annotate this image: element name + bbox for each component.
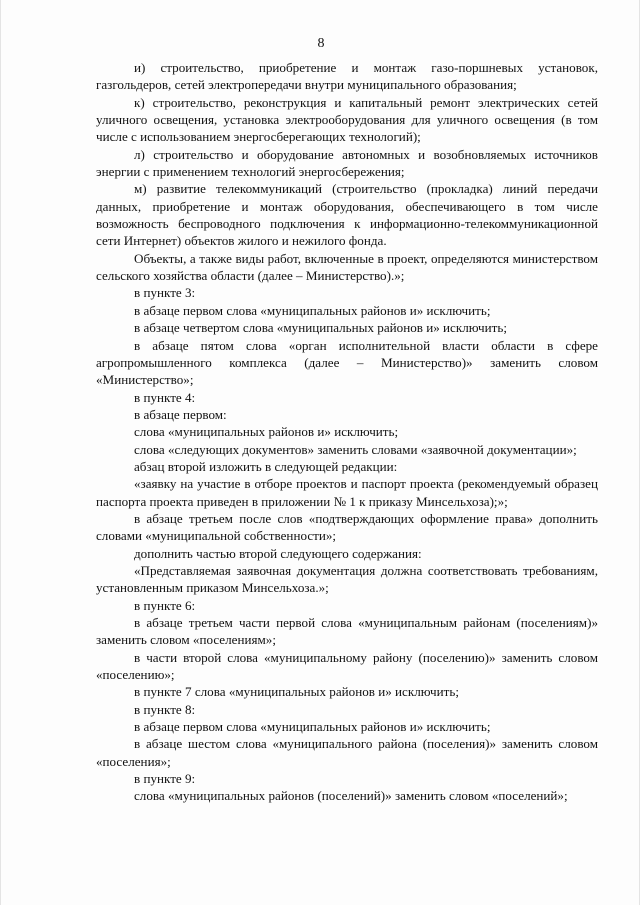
- paragraph: и) строительство, приобретение и монтаж газо-поршневых установок, газгольдеров, сетей электропередачи внутри муниципального образования;: [96, 60, 598, 93]
- paragraph: слова «муниципальных районов (поселений)» заменить словом «поселений»;: [134, 788, 568, 804]
- paragraph: Объекты, а также виды работ, включенные в проект, определяются министерством сельского хозяйства области (далее – Министерство).»;: [96, 250, 598, 284]
- paragraph: «заявку на участие в отборе проектов и паспорт проекта (рекомендуемый образец паспорта проекта приведен в приложении № 1 к приказу Минсельхоза);»;: [96, 476, 598, 509]
- paragraph: в пункте 9:: [134, 771, 196, 787]
- paragraph: в абзаце третьем части первой слова «муниципальным районам (поселениям)» заменить словом «поселениям»;: [96, 615, 598, 648]
- paragraph: в абзаце четвертом слова «муниципальных районов и» исключить;: [134, 320, 507, 336]
- paragraph: в абзаце третьем после слов «подтверждающих оформление права» дополнить словами «муниципальной собственности»;: [96, 510, 598, 544]
- paragraph: в пункте 7 слова «муниципальных районов и» исключить;: [134, 684, 459, 700]
- paragraph: абзац второй изложить в следующей редакции:: [134, 458, 398, 474]
- paragraph: к) строительство, реконструкция и капитальный ремонт электрических сетей уличного освещения, установка электрооборудования для уличного освещения (в том числе с использованием энергосберегающих технологий);: [96, 94, 598, 145]
- paragraph: в пункте 4:: [134, 389, 196, 405]
- paragraph: «Представляемая заявочная документация должна соответствовать требованиям, установленным приказом Минсельхоза.»;: [96, 562, 598, 596]
- paragraph: слова «следующих документов» заменить словами «заявочной документации»;: [134, 441, 577, 457]
- paragraph: в части второй слова «муниципальному району (поселению)» заменить словом «поселению»;: [96, 649, 598, 683]
- paragraph: л) строительство и оборудование автономных и возобновляемых источников энергии с применением технологий энергосбережения;: [96, 146, 598, 180]
- paragraph: в абзаце пятом слова «орган исполнительной власти области в сфере агропромышленного комплекса (далее – Министерство)» заменить словом «Министерство»;: [96, 337, 598, 388]
- paragraph: в абзаце первом:: [134, 406, 227, 422]
- paragraph: дополнить частью второй следующего содержания:: [134, 545, 422, 561]
- paragraph: в пункте 8:: [134, 701, 196, 717]
- paragraph: в абзаце шестом слова «муниципального района (поселения)» заменить словом «поселения»;: [96, 736, 598, 769]
- paragraph: в абзаце первом слова «муниципальных районов и» исключить;: [134, 302, 491, 318]
- document-body: [96, 59, 598, 805]
- paragraph: в абзаце первом слова «муниципальных районов и» исключить;: [134, 719, 491, 735]
- paragraph: слова «муниципальных районов и» исключить;: [134, 424, 399, 440]
- paragraph: в пункте 6:: [134, 597, 196, 613]
- paragraph: в пункте 3:: [134, 285, 196, 301]
- page-number: 8: [317, 36, 325, 51]
- paragraph: м) развитие телекоммуникаций (строительство (прокладка) линий передачи данных, приобретение и монтаж оборудования, обеспечивающего в том числе возможность беспроводного подключения к информационно-телекоммуникационной сети Интернет) объектов жилого и нежилого фонда.: [96, 181, 598, 249]
